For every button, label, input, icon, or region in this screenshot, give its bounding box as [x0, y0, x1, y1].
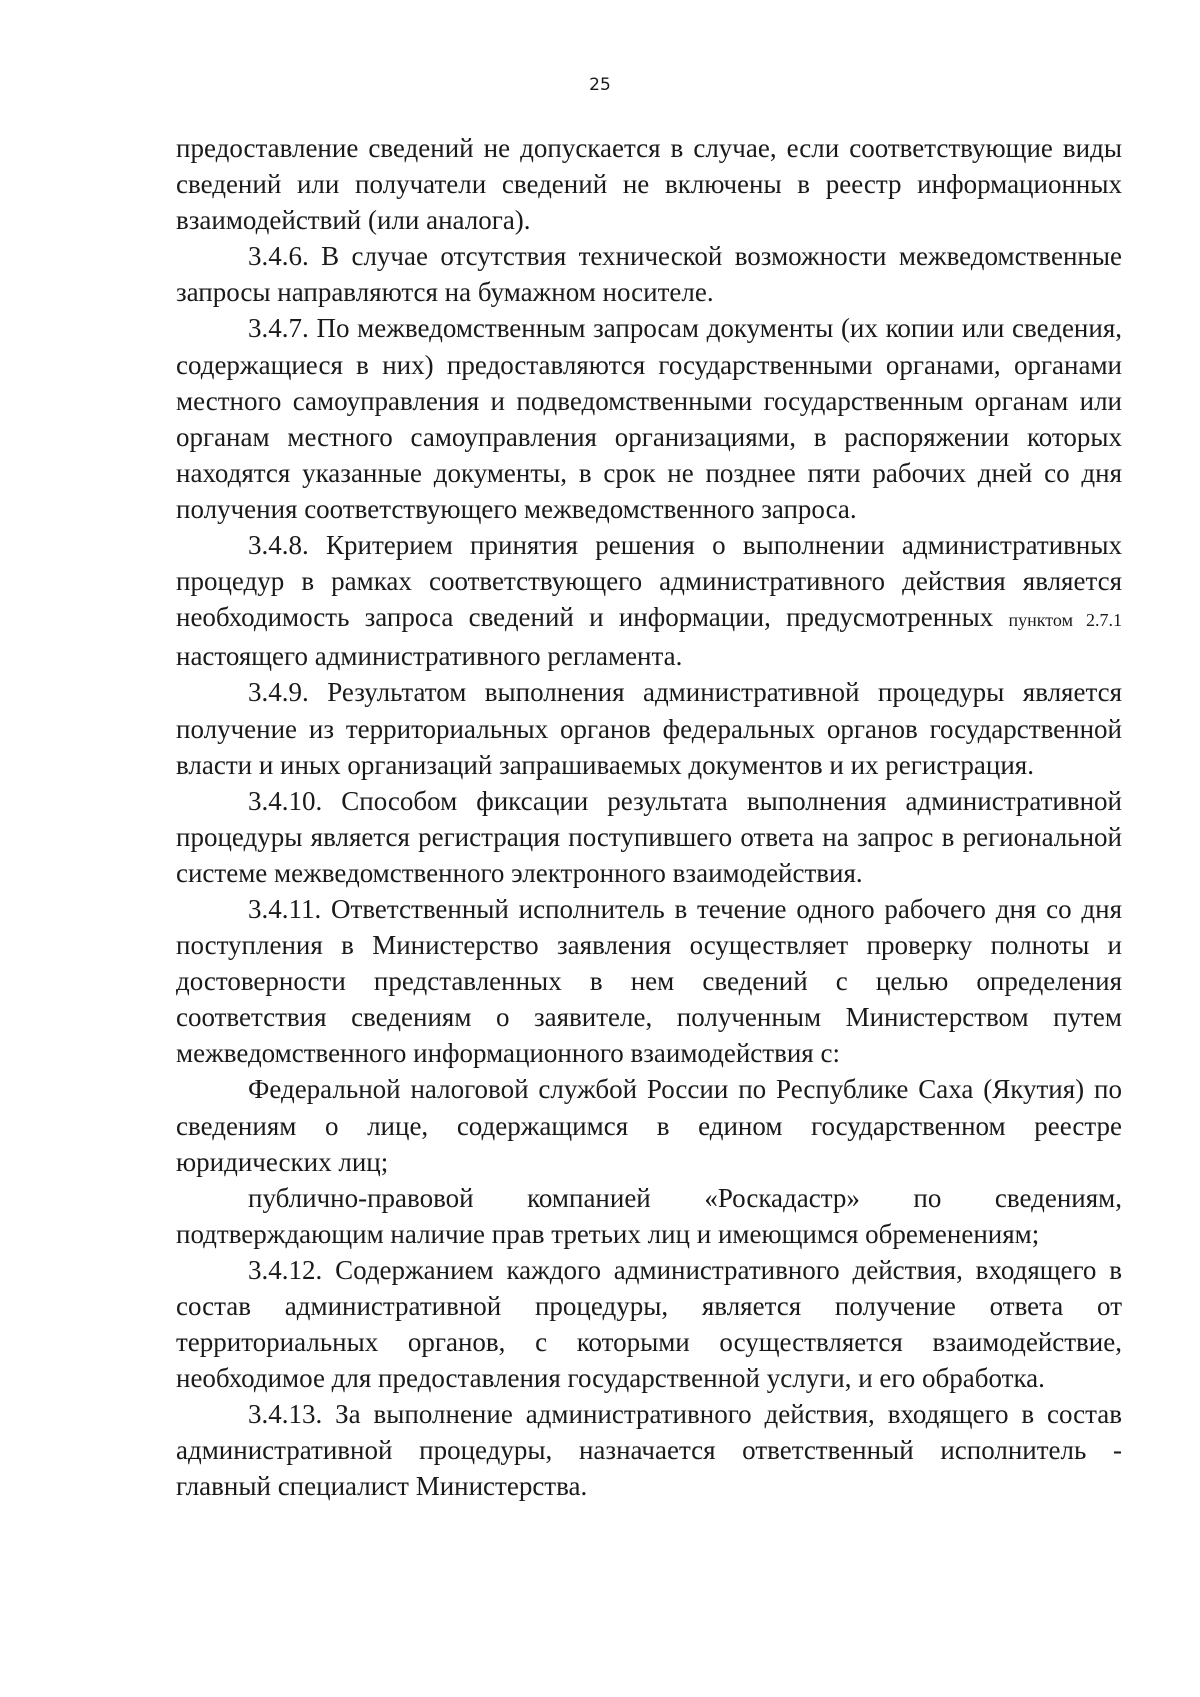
- paragraph-roskadastr: публично-правовой компанией «Роскадастр» по сведениям, подтверждающим наличие прав третьих лиц и имеющимся обременениям;: [176, 1182, 1122, 1249]
- paragraph-3-4-13: 3.4.13. За выполнение административного действия, входящего в состав административной процедуры, назначается ответственный исполнитель - главный специалист Министерства.: [176, 1399, 1122, 1502]
- paragraph-3-4-9: 3.4.9. Результатом выполнения административной процедуры является получение из территориальных органов федеральных органов государственной власти и иных организаций запрашиваемых документов и их регистрация.: [176, 677, 1122, 780]
- page-number: 25: [589, 75, 611, 95]
- paragraph-3-4-11: 3.4.11. Ответственный исполнитель в течение одного рабочего дня со дня поступления в Министерство заявления осуществляет проверку полноты и достоверности представленных в нем сведений с целью определения соответствия сведениям о заявителе, полученным Министерством путем межведомственного информационного взаимодействия с:: [176, 893, 1122, 1069]
- paragraph-continuation: предоставление сведений не допускается в случае, если соответствующие виды сведений или получатели сведений не включены в реестр информационных взаимодействий (или аналога).: [176, 133, 1122, 236]
- paragraph-3-4-8-tail: настоящего административного регламента.: [176, 641, 683, 672]
- clause-reference: пунктом 2.7.1: [1008, 610, 1122, 631]
- paragraph-3-4-7: 3.4.7. По межведомственным запросам документы (их копии или сведения, содержащиеся в них) предоставляются государственными органами, органами местного самоуправления и подведомственными государственным органам или органам местного самоуправления организациями, в распоряжении которых находятся указанные документы, в срок не позднее пяти рабочих дней со дня получения соответствующего межведомственного запроса.: [176, 313, 1122, 524]
- paragraph-tax-service: Федеральной налоговой службой России по Республике Саха (Якутия) по сведениям о лице, содержащимся в едином государственном реестре юридических лиц;: [176, 1074, 1122, 1177]
- paragraph-3-4-6: 3.4.6. В случае отсутствия технической возможности межведомственные запросы направляются на бумажном носителе.: [176, 241, 1122, 308]
- paragraph-3-4-10: 3.4.10. Способом фиксации результата выполнения административной процедуры является регистрация поступившего ответа на запрос в региональной системе межведомственного электронного взаимодействия.: [176, 785, 1122, 888]
- paragraph-3-4-12: 3.4.12. Содержанием каждого административного действия, входящего в состав административной процедуры, является получение ответа от территориальных органов, с которыми осуществляется взаимодействие, необходимое для предоставления государственной услуги, и его обработка.: [176, 1254, 1122, 1394]
- document-body: [176, 130, 1122, 1505]
- paragraph-3-4-8: [176, 527, 1122, 674]
- paragraph-3-4-8-text: 3.4.8. Критерием принятия решения о выполнении административных процедур в рамках соответствующего административного действия является необходимость запроса сведений и информации, предусмотренных: [176, 530, 1122, 633]
